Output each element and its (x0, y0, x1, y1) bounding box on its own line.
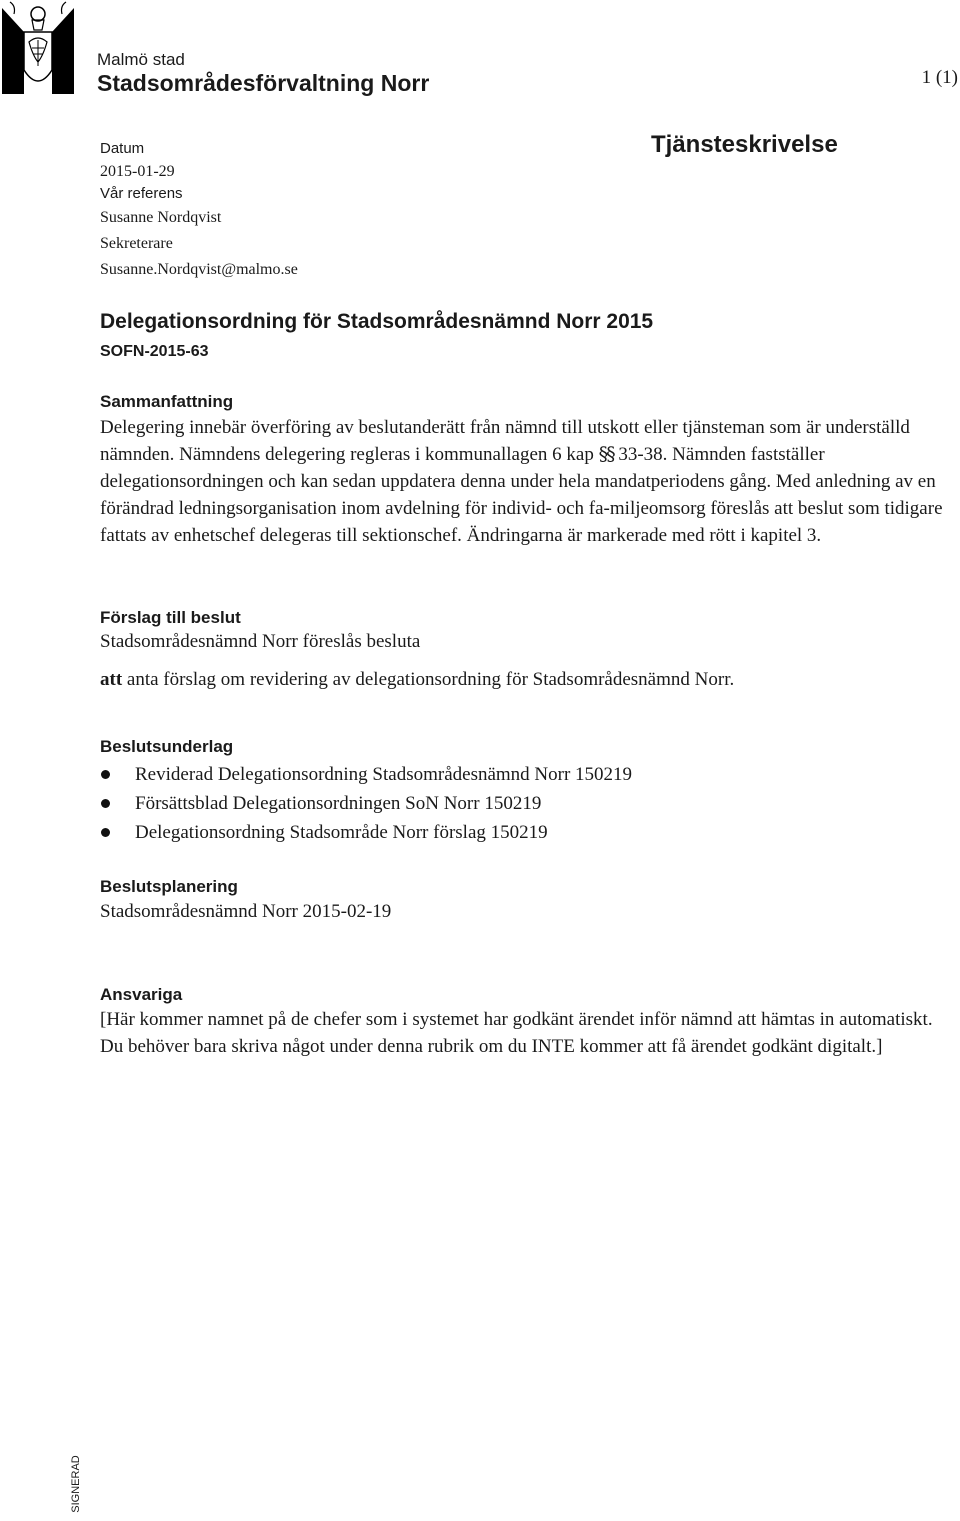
signed-stamp: SIGNERAD (70, 1455, 82, 1513)
summary-heading: Sammanfattning (100, 392, 234, 411)
basis-list (100, 760, 920, 847)
malmo-coat-of-arms-icon (2, 0, 74, 94)
att-keyword: att (100, 669, 123, 690)
summary-text-part2: 33-38. Nämnden fastställer delegationsordningen och kan sedan uppdatera denna under hela mandatperiodens gång. Med anledning av en förändrad ledningsorganisation inom avdelning för individ- och fa-miljeomsorg föreslås att beslut som tidigare fattats av enhetschef delegeras till sektionschef. Ändringarna är markerade med rött i kapitel 3. (100, 444, 943, 546)
reference-email: Susanne.Nordqvist@malmo.se (100, 261, 298, 278)
date-label: Datum (100, 140, 145, 157)
list-item: Reviderad Delegationsordning Stadsområdesnämnd Norr 150219 (100, 760, 920, 789)
page-number: 1 (1) (921, 67, 958, 88)
proposal-heading: Förslag till beslut (100, 608, 241, 627)
summary-paragraph (100, 414, 960, 549)
bullet-icon (101, 799, 110, 808)
proposal-att-line (100, 666, 950, 693)
reference-name: Susanne Nordqvist (100, 209, 222, 226)
proposal-intro: Stadsområdesnämnd Norr föreslås besluta (100, 631, 421, 652)
responsible-heading: Ansvariga (100, 985, 183, 1004)
organization-name: Malmö stad (97, 50, 185, 69)
basis-heading: Beslutsunderlag (100, 737, 234, 756)
bullet-icon (101, 770, 110, 779)
att-text: anta förslag om revidering av delegationsordning för Stadsområdesnämnd Norr. (126, 669, 735, 690)
list-item: Delegationsordning Stadsområde Norr förslag 150219 (100, 818, 920, 847)
planning-heading: Beslutsplanering (100, 877, 238, 896)
planning-text: Stadsområdesnämnd Norr 2015-02-19 (100, 901, 392, 922)
department-name: Stadsområdesförvaltning Norr (97, 70, 430, 96)
bullet-icon (101, 828, 110, 837)
reference-label: Vår referens (100, 185, 183, 202)
diary-number: SOFN-2015-63 (100, 343, 209, 360)
paragraph-sign: §§ (598, 443, 614, 465)
reference-role: Sekreterare (100, 235, 173, 252)
summary-text-part1: Delegering innebär överföring av beslutanderätt från nämnd till utskott eller tjänsteman som är underställd nämnden. Nämndens delegering regleras i kommunallagen 6 kap (100, 417, 910, 465)
list-item: Försättsblad Delegationsordningen SoN Norr 150219 (100, 789, 920, 818)
date-value: 2015-01-29 (100, 163, 175, 180)
document-type: Tjänsteskrivelse (651, 131, 838, 158)
responsible-text: [Här kommer namnet på de chefer som i systemet har godkänt ärendet inför nämnd att hämtas in automatiskt. Du behöver bara skriva något under denna rubrik om du INTE kommer att få ärendet godkänt digitalt.] (100, 1009, 933, 1057)
document-title: Delegationsordning för Stadsområdesnämnd Norr 2015 (100, 310, 654, 333)
